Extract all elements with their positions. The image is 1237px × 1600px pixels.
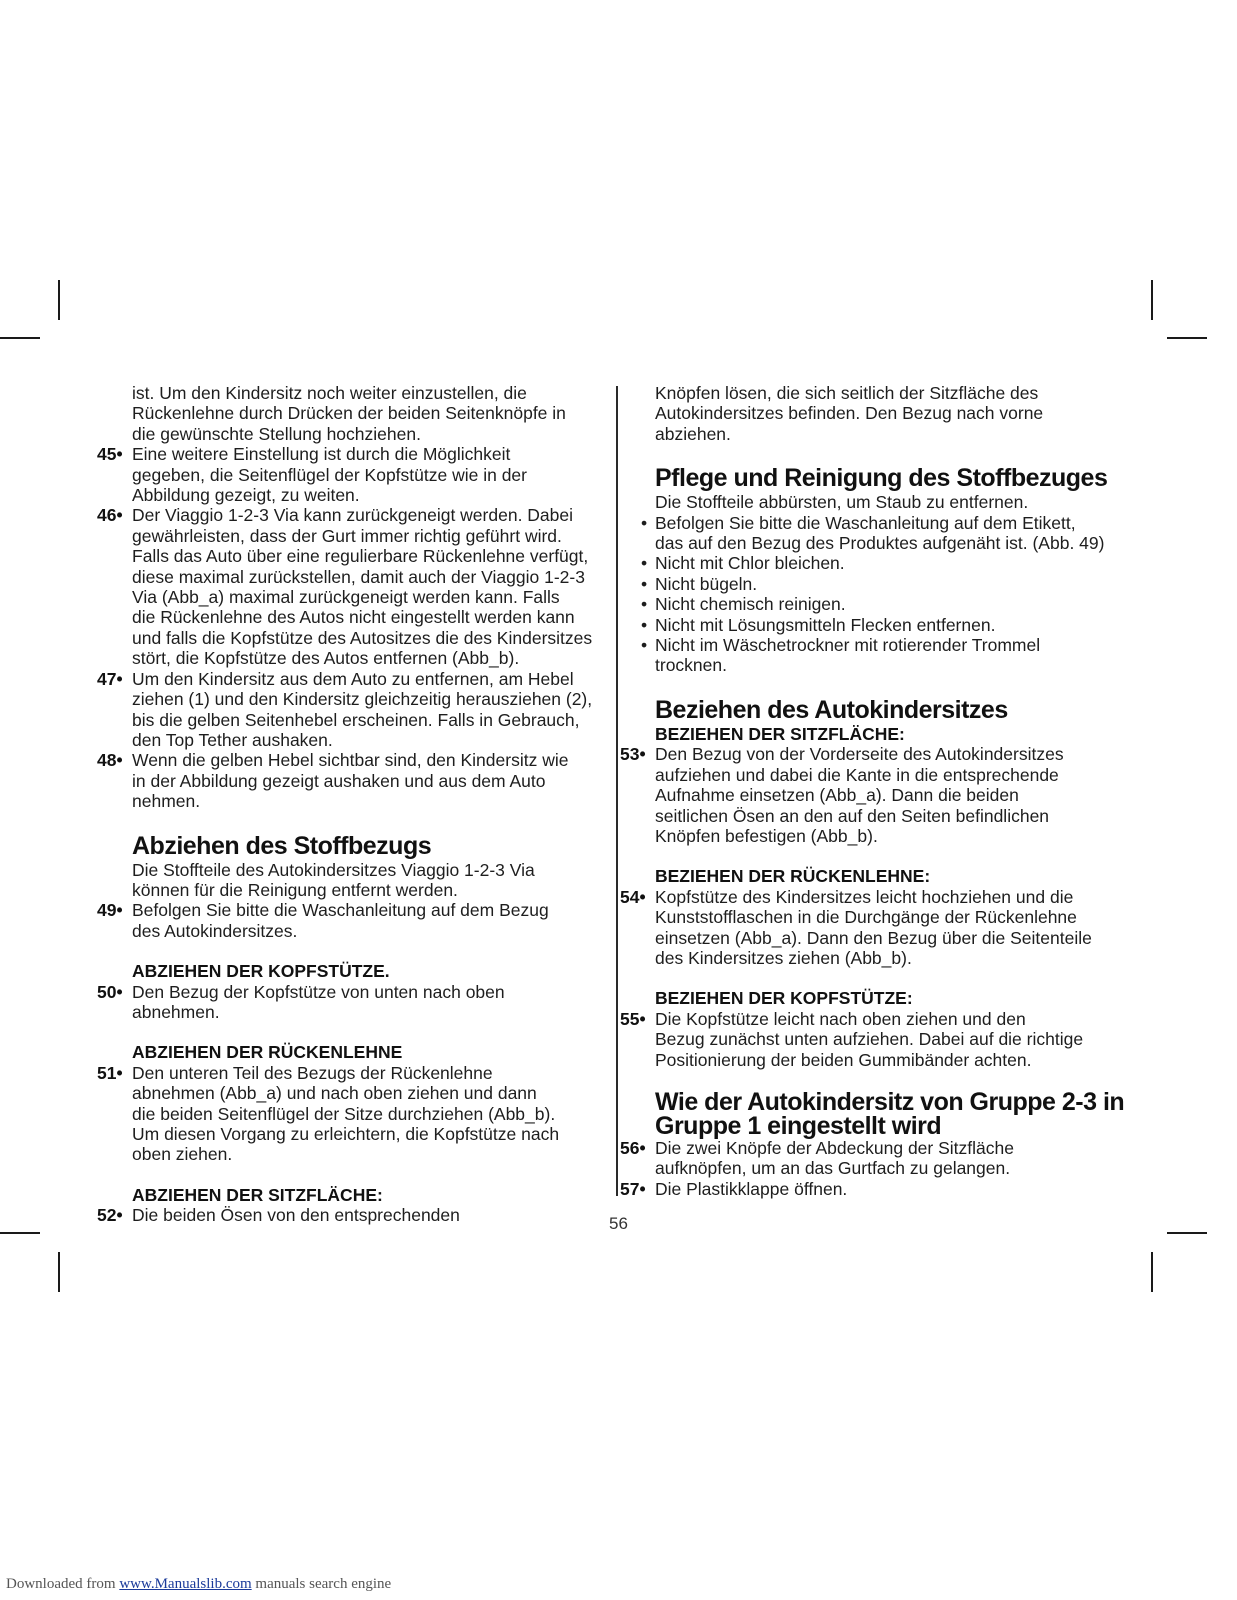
text-line: abnehmen (Abb_a) und nach oben ziehen und dann bbox=[132, 1083, 537, 1104]
text-line: gewährleisten, dass der Gurt immer richtig geführt wird. bbox=[132, 525, 562, 546]
numbered-item-45 bbox=[97, 444, 602, 505]
item-number: 49• bbox=[97, 900, 123, 921]
text-line: Die Kopfstütze leicht nach oben ziehen und den bbox=[655, 1008, 1026, 1029]
text-line: ziehen (1) und den Kindersitz gleichzeitig herausziehen (2), bbox=[132, 689, 593, 710]
left-column bbox=[97, 383, 602, 1226]
text-line: die beiden Seitenflügel der Sitze durchziehen (Abb_b). bbox=[132, 1103, 556, 1124]
section-heading-removal: Abziehen des Stoffbezugs bbox=[132, 831, 432, 860]
text-line: den Top Tether aushaken. bbox=[132, 729, 333, 750]
text-line: das auf den Bezug des Produktes aufgenäht ist. (Abb. 49) bbox=[655, 533, 1105, 554]
text-line: Nicht chemisch reinigen. bbox=[655, 594, 846, 615]
item-number: 53• bbox=[620, 744, 646, 765]
item-number: 45• bbox=[97, 444, 123, 465]
section-heading-group bbox=[620, 1087, 1140, 1140]
section-heading-care: Pflege und Reinigung des Stoffbezuges bbox=[655, 464, 1108, 493]
item-number: 57• bbox=[620, 1178, 646, 1199]
text-line: Autokindersitzes befinden. Den Bezug nach vorne bbox=[655, 403, 1044, 424]
numbered-item-46 bbox=[97, 505, 602, 668]
item-number: 47• bbox=[97, 668, 123, 689]
text-line: Die zwei Knöpfe der Abdeckung der Sitzfläche bbox=[655, 1137, 1014, 1158]
subheading-backrest-cover: BEZIEHEN DER RÜCKENLEHNE: bbox=[655, 866, 931, 887]
numbered-item-54 bbox=[620, 887, 1140, 969]
item-number: 51• bbox=[97, 1062, 123, 1083]
text-line: Den Bezug der Kopfstütze von unten nach oben bbox=[132, 981, 505, 1002]
crop-mark bbox=[0, 337, 40, 339]
text-line: Falls das Auto über eine regulierbare Rückenlehne verfügt, bbox=[132, 546, 589, 567]
text-line: Rückenlehne durch Drücken der beiden Seitenknöpfe in bbox=[132, 403, 566, 424]
footer-suffix: manuals search engine bbox=[251, 1576, 392, 1592]
numbered-item-48 bbox=[97, 750, 602, 811]
text-line: einsetzen (Abb_a). Dann den Bezug über die Seitenteile bbox=[655, 927, 1092, 948]
text-line: Die Plastikklappe öffnen. bbox=[655, 1178, 848, 1199]
page-number: 56 bbox=[609, 1214, 628, 1233]
numbered-item-49 bbox=[97, 900, 602, 941]
text-line: Wenn die gelben Hebel sichtbar sind, den Kindersitz wie bbox=[132, 750, 569, 771]
text-line: aufknöpfen, um an das Gurtfach zu gelangen. bbox=[655, 1158, 1011, 1179]
section-heading-cover: Beziehen des Autokindersitzes bbox=[655, 695, 1008, 724]
right-column bbox=[620, 383, 1140, 1199]
numbered-item-57 bbox=[620, 1179, 1140, 1199]
text-line: Befolgen Sie bitte die Waschanleitung auf dem Etikett, bbox=[655, 512, 1076, 533]
item-number: 56• bbox=[620, 1137, 646, 1158]
manualslib-link[interactable]: www.Manualslib.com bbox=[119, 1576, 252, 1592]
text-line: Um den Kindersitz aus dem Auto zu entfernen, am Hebel bbox=[132, 668, 574, 689]
text-line: Befolgen Sie bitte die Waschanleitung auf dem Bezug bbox=[132, 900, 549, 921]
text-line: Bezug zunächst unten aufziehen. Dabei auf die richtige bbox=[655, 1029, 1084, 1050]
column-divider bbox=[616, 386, 618, 1196]
care-bullet bbox=[620, 635, 1140, 676]
text-line: Knöpfen lösen, die sich seitlich der Sitzfläche des bbox=[655, 383, 1039, 403]
text-line: Nicht mit Chlor bleichen. bbox=[655, 553, 845, 574]
bullet-icon: • bbox=[641, 614, 648, 635]
text-line: Kunststofflaschen in die Durchgänge der Rückenlehne bbox=[655, 907, 1077, 928]
crop-mark bbox=[58, 280, 60, 320]
text-line: und falls die Kopfstütze des Autositzes die des Kindersitzes bbox=[132, 627, 593, 648]
subheading-headrest-cover: BEZIEHEN DER KOPFSTÜTZE: bbox=[655, 988, 913, 1009]
subheading-headrest-removal: ABZIEHEN DER KOPFSTÜTZE. bbox=[132, 961, 390, 982]
text-line: Der Viaggio 1-2-3 Via kann zurückgeneigt werden. Dabei bbox=[132, 505, 574, 526]
text-line: Abbildung gezeigt, zu weiten. bbox=[132, 485, 360, 506]
text-line: seitlichen Ösen an den auf den Seiten befindlichen bbox=[655, 805, 1050, 826]
text-line: stört, die Kopfstütze des Autos entfernen (Abb_b). bbox=[132, 648, 520, 669]
footer-prefix: Downloaded from bbox=[6, 1576, 120, 1592]
text-line: oben ziehen. bbox=[132, 1144, 233, 1165]
text-line: Nicht bügeln. bbox=[655, 573, 758, 594]
item-number: 52• bbox=[97, 1205, 123, 1226]
text-line: abnehmen. bbox=[132, 1001, 220, 1022]
text-line: Kopfstütze des Kindersitzes leicht hochziehen und die bbox=[655, 886, 1074, 907]
crop-mark bbox=[1167, 337, 1207, 339]
care-bullet bbox=[620, 513, 1140, 554]
numbered-item-56 bbox=[620, 1138, 1140, 1179]
numbered-item-51 bbox=[97, 1063, 602, 1165]
numbered-item-53 bbox=[620, 744, 1140, 846]
crop-mark bbox=[1151, 1252, 1153, 1292]
text-line: aufziehen und dabei die Kante in die entsprechende bbox=[655, 764, 1059, 785]
item-number: 48• bbox=[97, 750, 123, 771]
numbered-item-55 bbox=[620, 1009, 1140, 1070]
text-line: diese maximal zurückstellen, damit auch der Viaggio 1-2-3 bbox=[132, 566, 585, 587]
item-number: 50• bbox=[97, 981, 123, 1002]
bullet-icon: • bbox=[641, 573, 648, 594]
care-bullet bbox=[620, 574, 1140, 594]
care-bullet bbox=[620, 594, 1140, 614]
text-line: gegeben, die Seitenflügel der Kopfstütze wie in der bbox=[132, 464, 527, 485]
text-line: die gewünschte Stellung hochziehen. bbox=[132, 423, 421, 444]
text-line: Um diesen Vorgang zu erleichtern, die Kopfstütze nach bbox=[132, 1124, 560, 1144]
numbered-item-50 bbox=[97, 982, 602, 1023]
crop-mark bbox=[1151, 280, 1153, 320]
heading-line: Gruppe 1 eingestellt wird bbox=[655, 1111, 942, 1140]
heading-line: Wie der Autokindersitz von Gruppe 2-3 in bbox=[655, 1087, 1125, 1116]
intro-paragraph bbox=[97, 383, 602, 444]
bullet-icon: • bbox=[641, 635, 648, 656]
text-line: nehmen. bbox=[132, 791, 201, 812]
text-line: Den unteren Teil des Bezugs der Rückenlehne bbox=[132, 1062, 493, 1083]
bullet-icon: • bbox=[641, 553, 648, 574]
text-line: Via (Abb_a) maximal zurückgeneigt werden kann. Falls bbox=[132, 587, 560, 608]
text-line: Den Bezug von der Vorderseite des Autokindersitzes bbox=[655, 744, 1064, 765]
bullet-icon: • bbox=[641, 512, 648, 533]
text-line: Aufnahme einsetzen (Abb_a). Dann die beiden bbox=[655, 785, 1019, 806]
removal-intro bbox=[97, 860, 602, 901]
bullet-icon: • bbox=[641, 594, 648, 615]
crop-mark bbox=[58, 1252, 60, 1292]
text-line: ist. Um den Kindersitz noch weiter einzustellen, die bbox=[132, 383, 527, 403]
text-line: abziehen. bbox=[655, 423, 731, 444]
subheading-backrest-removal: ABZIEHEN DER RÜCKENLEHNE bbox=[132, 1042, 403, 1063]
text-line: trocknen. bbox=[655, 655, 727, 676]
text-line: Die Stoffteile des Autokindersitzes Viaggio 1-2-3 Via bbox=[132, 859, 535, 880]
care-bullet bbox=[620, 615, 1140, 635]
text-line: des Autokindersitzes. bbox=[132, 920, 298, 941]
text-line: können für die Reinigung entfernt werden. bbox=[132, 879, 458, 900]
item-number: 54• bbox=[620, 886, 646, 907]
care-intro: Die Stoffteile abbürsten, um Staub zu entfernen. bbox=[655, 492, 1029, 513]
text-line: die Rückenlehne des Autos nicht eingestellt werden kann bbox=[132, 607, 575, 628]
continuation-paragraph bbox=[620, 383, 1140, 444]
subheading-seat-cover: BEZIEHEN DER SITZFLÄCHE: bbox=[655, 723, 905, 744]
download-footer bbox=[6, 1576, 391, 1593]
text-line: Die beiden Ösen von den entsprechenden bbox=[132, 1205, 460, 1226]
text-line: Knöpfen befestigen (Abb_b). bbox=[655, 825, 878, 846]
text-line: bis die gelben Seitenhebel erscheinen. Falls in Gebrauch, bbox=[132, 709, 580, 730]
text-line: Nicht im Wäschetrockner mit rotierender Trommel bbox=[655, 635, 1041, 656]
text-line: Positionierung der beiden Gummibänder achten. bbox=[655, 1049, 1032, 1070]
text-line: des Kindersitzes ziehen (Abb_b). bbox=[655, 947, 912, 968]
text-line: Nicht mit Lösungsmitteln Flecken entfernen. bbox=[655, 614, 996, 635]
item-number: 55• bbox=[620, 1008, 646, 1029]
text-line: Eine weitere Einstellung ist durch die Möglichkeit bbox=[132, 444, 511, 465]
item-number: 46• bbox=[97, 505, 123, 526]
text-line: in der Abbildung gezeigt aushaken und aus dem Auto bbox=[132, 770, 546, 791]
numbered-item-47 bbox=[97, 669, 602, 751]
care-bullet bbox=[620, 553, 1140, 573]
subheading-seat-removal: ABZIEHEN DER SITZFLÄCHE: bbox=[132, 1184, 383, 1205]
